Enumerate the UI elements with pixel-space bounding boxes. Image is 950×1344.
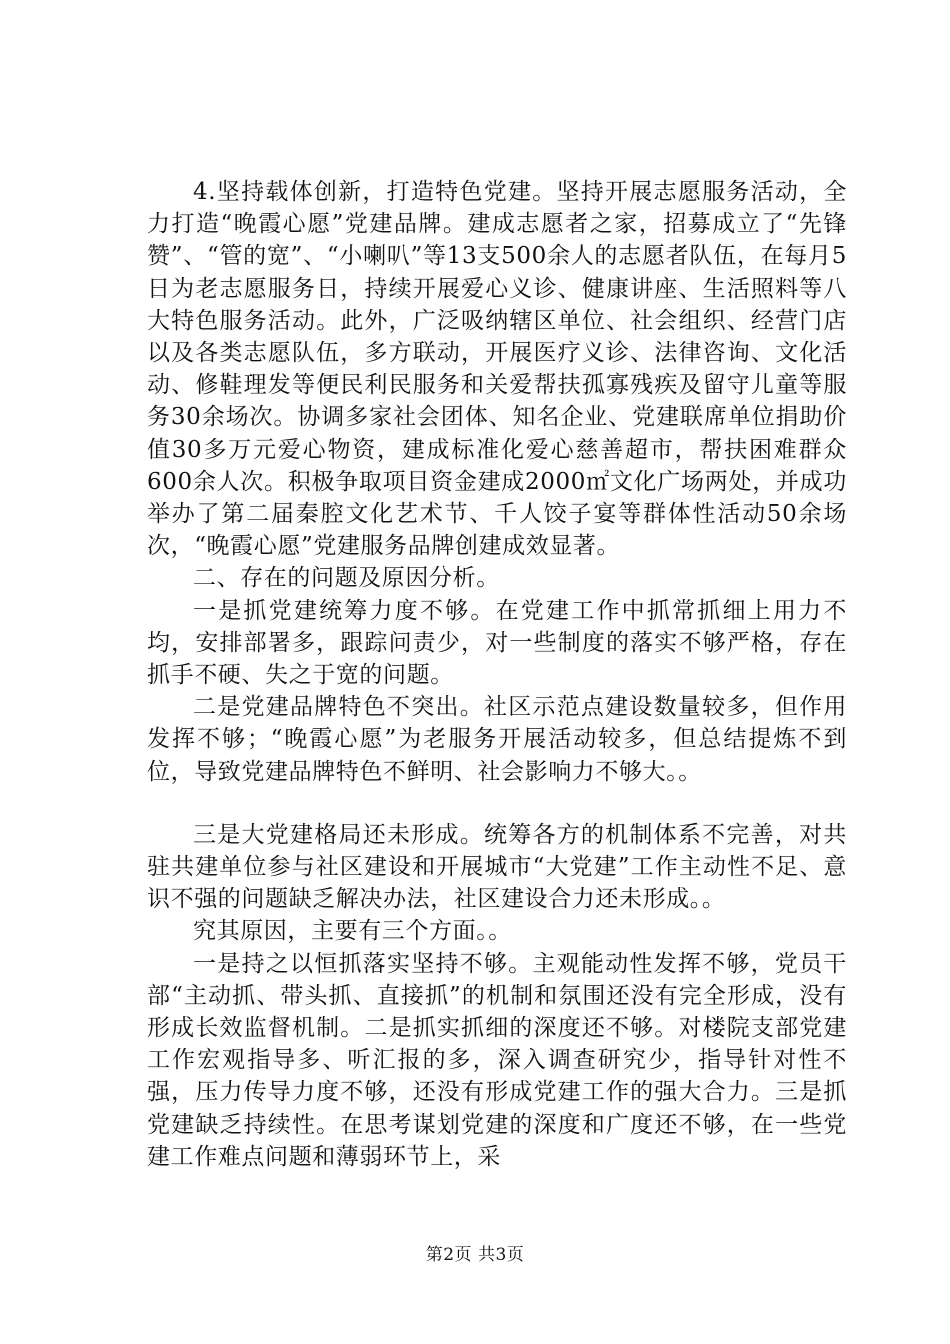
paragraph-problem-1: 一是抓党建统筹力度不够。在党建工作中抓常抓细上用力不均，安排部署多，跟踪问责少，对一些制度的落实不够严格，存在抓手不硬、失之于宽的问题。 xyxy=(147,597,847,689)
paragraph-problem-2: 二是党建品牌特色不突出。社区示范点建设数量较多，但作用发挥不够；“晚霞心愿”为老服务开展活动较多，但总结提炼不到位，导致党建品牌特色不鲜明、社会影响力不够大。。 xyxy=(147,694,847,785)
section-heading-problems: 二、存在的问题及原因分析。 xyxy=(193,565,500,592)
paragraph-carrier-innovation: 4.坚持载体创新，打造特色党建。坚持开展志愿服务活动，全力打造“晚霞心愿”党建品牌。建成志愿者之家，招募成立了“先锋赞”、“管的宽”、“小喇叭”等13支500余人的志愿者队伍，在每月5日为老志愿服务日，持续开展爱心义诊、健康讲座、生活照料等八大特色服务活动。此外，广泛吸纳辖区单位、社会组织、经营门店以及各类志愿队伍，多方联动，开展医疗义诊、法律咨询、文化活动、修鞋理发等便民利民服务和关爱帮扶孤寡残疾及留守儿童等服务30余场次。协调多家社会团体、知名企业、党建联席单位捐助价值30多万元爱心物资，建成标准化爱心慈善超市，帮扶困难群众600余人次。积极争取项目资金建成2000㎡文化广场两处，并成功举办了第二届秦腔文化艺术节、千人饺子宴等群体性活动50余场次，“晚霞心愿”党建服务品牌创建成效显著。 xyxy=(147,179,847,560)
paragraph-problem-3: 三是大党建格局还未形成。统筹各方的机制体系不完善，对共驻共建单位参与社区建设和开展城市“大党建”工作主动性不足、意识不强的问题缺乏解决办法，社区建设合力还未形成。。 xyxy=(147,821,847,913)
paragraph-causes-detail: 一是持之以恒抓落实坚持不够。主观能动性发挥不够，党员干部“主动抓、带头抓、直接抓”的机制和氛围还没有完全形成，没有形成长效监督机制。二是抓实抓细的深度还不够。对楼院支部党建工作宏观指导多、听汇报的多，深入调查研究少，指导针对性不强，压力传导力度不够，还没有形成党建工作的强大合力。三是抓党建缺乏持续性。在思考谋划党建的深度和广度还不够，在一些党建工作难点问题和薄弱环节上，采 xyxy=(147,950,847,1170)
paragraph-causes-intro: 究其原因，主要有三个方面。。 xyxy=(193,918,512,945)
page-number-footer: 第2页 共3页 xyxy=(425,1245,525,1265)
document-body xyxy=(147,176,847,1173)
